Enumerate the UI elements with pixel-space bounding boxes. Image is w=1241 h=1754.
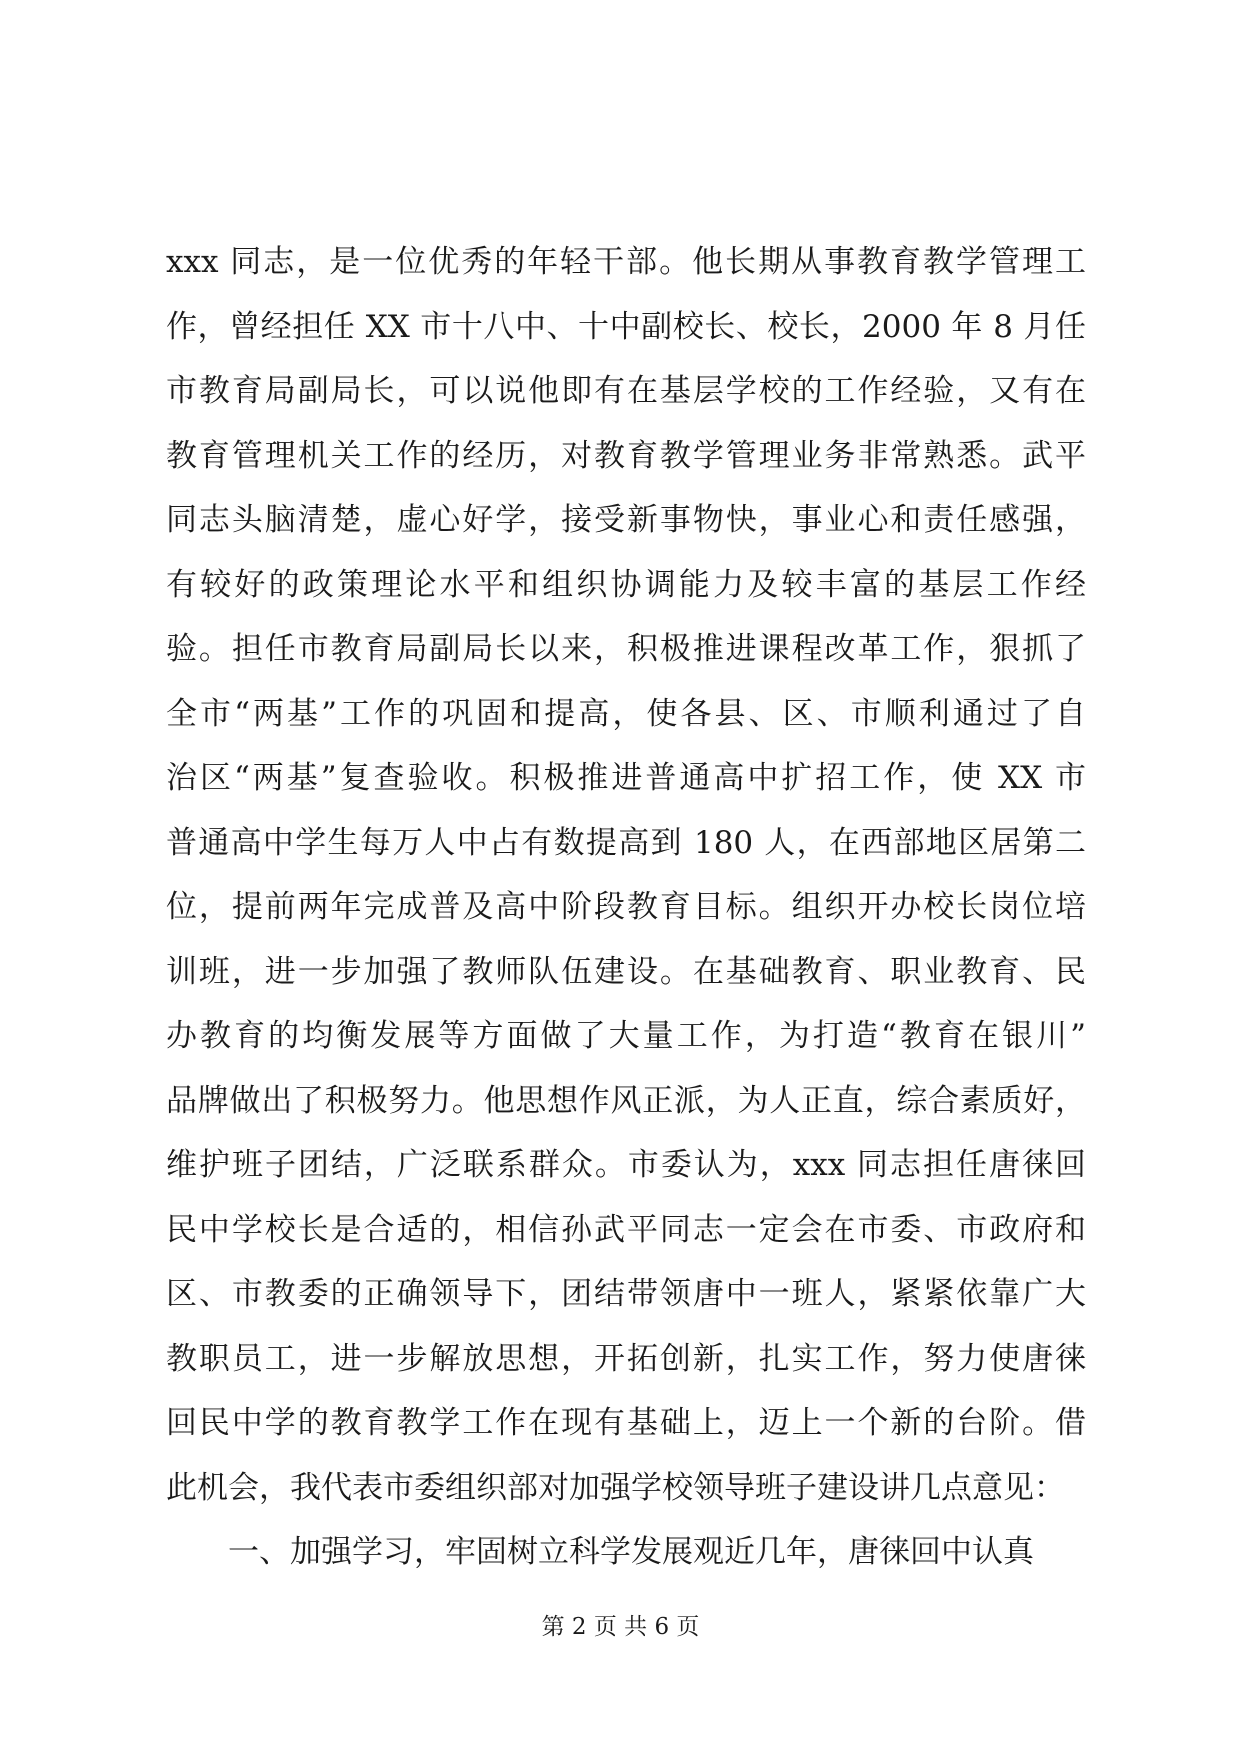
text-line: 教育管理机关工作的经历，对教育教学管理业务非常熟悉。武平 (166, 437, 1086, 474)
text-line: 回民中学的教育教学工作在现有基础上，迈上一个新的台阶。借 (166, 1405, 1086, 1441)
text-line: 维护班子团结，广泛联系群众。市委认为，xxx 同志担任唐徕回 (166, 1147, 1086, 1183)
page-footer (0, 1612, 1241, 1642)
page-number-label: 第 2 页 共 6 页 (541, 1614, 700, 1640)
text-line: 市教育局副局长，可以说他即有在基层学校的工作经验，又有在 (166, 373, 1086, 409)
text-line: 民中学校长是合适的，相信孙武平同志一定会在市委、市政府和 (166, 1211, 1086, 1248)
text-line: 教职员工，进一步解放思想，开拓创新，扎实工作，努力使唐徕 (166, 1340, 1086, 1377)
text-line: 区、市教委的正确领导下，团结带领唐中一班人，紧紧依靠广大 (166, 1276, 1086, 1312)
text-line: 同志头脑清楚，虚心好学，接受新事物快，事业心和责任感强， (166, 502, 1086, 538)
text-line: 普通高中学生每万人中占有数提高到 180 人，在西部地区居第二 (166, 824, 1086, 861)
text-line: xxx 同志，是一位优秀的年轻干部。他长期从事教育教学管理工 (166, 244, 1086, 280)
text-line: 此机会，我代表市委组织部对加强学校领导班子建设讲几点意见： (166, 1469, 1065, 1506)
text-line: 办教育的均衡发展等方面做了大量工作，为打造“教育在银川” (166, 1018, 1086, 1054)
text-line: 品牌做出了积极努力。他思想作风正派，为人正直，综合素质好， (166, 1082, 1086, 1119)
text-line: 验。担任市教育局副局长以来，积极推进课程改革工作，狠抓了 (166, 631, 1086, 667)
text-line-heading: 一、加强学习，牢固树立科学发展观近几年，唐徕回中认真 (228, 1534, 1034, 1570)
text-line: 训班，进一步加强了教师队伍建设。在基础教育、职业教育、民 (166, 953, 1086, 990)
text-line: 作，曾经担任 XX 市十八中、十中副校长、校长，2000 年 8 月任 (166, 308, 1086, 345)
text-line: 位，提前两年完成普及高中阶段教育目标。组织开办校长岗位培 (166, 889, 1086, 925)
text-line: 治区“两基”复查验收。积极推进普通高中扩招工作，使 XX 市 (166, 760, 1086, 796)
body-text (166, 230, 1086, 1585)
text-line: 全市“两基”工作的巩固和提高，使各县、区、市顺利通过了自 (166, 695, 1086, 732)
text-line: 有较好的政策理论水平和组织协调能力及较丰富的基层工作经 (166, 566, 1086, 603)
